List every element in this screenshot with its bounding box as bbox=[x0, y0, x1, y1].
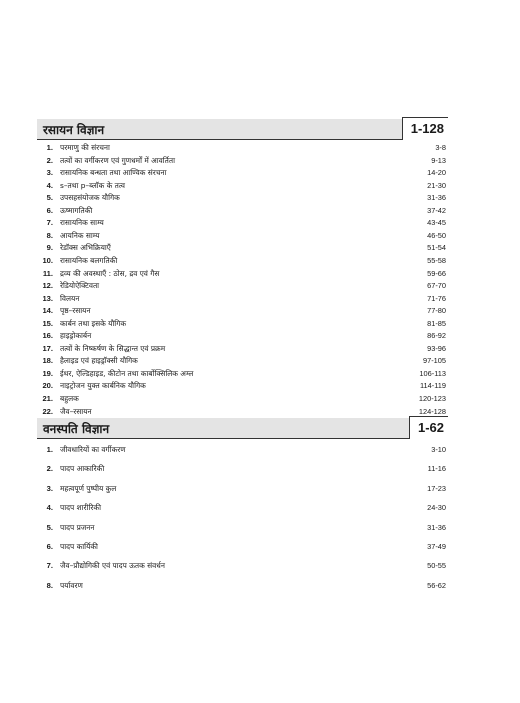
entry-pages: 14-20 bbox=[427, 168, 446, 178]
entry-pages: 31-36 bbox=[427, 193, 446, 203]
entry-number: 4. bbox=[46, 503, 53, 513]
entry-pages: 24-30 bbox=[427, 503, 446, 513]
toc-entry bbox=[37, 142, 448, 154]
toc-entry bbox=[37, 343, 448, 355]
entry-title: हैलाइड एवं हाइड्रॉक्सी यौगिक bbox=[60, 356, 138, 366]
entry-title: महत्वपूर्ण पुष्पीय कुल bbox=[60, 483, 117, 493]
entry-number: 13. bbox=[42, 293, 53, 303]
toc-list bbox=[37, 439, 448, 599]
entry-title: ऊष्मागतिकी bbox=[60, 205, 93, 215]
entry-pages: 77-80 bbox=[427, 306, 446, 316]
entry-number: 12. bbox=[42, 281, 53, 291]
entry-title: रासायनिक बलगतिकी bbox=[60, 255, 118, 265]
entry-number: 11. bbox=[42, 268, 53, 278]
toc-entry bbox=[37, 463, 448, 475]
section-header bbox=[37, 418, 448, 439]
section-chemistry bbox=[37, 119, 448, 418]
toc-entry bbox=[37, 268, 448, 280]
toc-entry bbox=[37, 393, 448, 405]
entry-number: 6. bbox=[46, 542, 53, 551]
entry-pages: 93-96 bbox=[427, 343, 446, 353]
entry-title: आयनिक साम्य bbox=[60, 230, 100, 240]
entry-number: 7. bbox=[46, 218, 53, 228]
entry-pages: 37-42 bbox=[427, 205, 446, 215]
toc-entry bbox=[37, 180, 448, 192]
toc-entry bbox=[37, 541, 448, 553]
entry-pages: 43-45 bbox=[427, 218, 446, 228]
toc-entry bbox=[37, 330, 448, 342]
entry-pages: 37-49 bbox=[427, 542, 446, 551]
toc-entry bbox=[37, 406, 448, 418]
entry-pages: 97-105 bbox=[422, 356, 446, 366]
entry-pages: 3-10 bbox=[431, 445, 446, 454]
entry-title: जैव–प्रौद्योगिकी एवं पादप ऊतक संवर्धन bbox=[60, 561, 165, 571]
entry-title: नाइट्रोजन युक्त कार्बनिक यौगिक bbox=[60, 381, 146, 391]
entry-title: हाइड्रोकार्बन bbox=[60, 331, 92, 341]
toc-entry bbox=[37, 560, 448, 572]
entry-number: 19. bbox=[42, 368, 53, 378]
entry-number: 2. bbox=[46, 155, 53, 165]
entry-title: रेडियोऐक्टिवता bbox=[60, 281, 100, 291]
entry-number: 5. bbox=[46, 522, 53, 532]
toc-entry bbox=[37, 355, 448, 367]
entry-pages: 11-16 bbox=[427, 464, 446, 474]
entry-pages: 55-58 bbox=[427, 255, 446, 265]
entry-pages: 46-50 bbox=[427, 230, 446, 240]
entry-pages: 81-85 bbox=[427, 318, 446, 328]
entry-number: 8. bbox=[46, 230, 53, 240]
section-title: रसायन विज्ञान bbox=[43, 123, 105, 137]
entry-title: तत्वों के निष्कर्षण के सिद्धान्त एवं प्रक्रम bbox=[60, 343, 166, 353]
toc-entry bbox=[37, 380, 448, 392]
entry-title: कार्बन तथा इसके यौगिक bbox=[60, 318, 127, 328]
entry-title: पादप शारीरिकी bbox=[60, 503, 101, 513]
entry-number: 2. bbox=[46, 464, 53, 474]
entry-number: 20. bbox=[42, 381, 53, 391]
entry-pages: 86-92 bbox=[427, 331, 446, 341]
toc-entry bbox=[37, 483, 448, 495]
entry-number: 16. bbox=[42, 331, 53, 341]
entry-title: रासायनिक बन्धता तथा आण्विक संरचना bbox=[60, 168, 167, 178]
toc-entry bbox=[37, 580, 448, 592]
entry-title: s–तथा p–ब्लॉक के तत्व bbox=[60, 180, 125, 190]
toc-entry bbox=[37, 444, 448, 456]
entry-pages: 124-128 bbox=[418, 406, 446, 416]
entry-pages: 3-8 bbox=[435, 143, 446, 152]
toc-entry bbox=[37, 217, 448, 229]
entry-number: 18. bbox=[42, 356, 53, 366]
toc-entry bbox=[37, 368, 448, 380]
entry-number: 14. bbox=[42, 306, 53, 316]
entry-title: तत्वों का वर्गीकरण एवं गुणधर्मों में आवर्तिता bbox=[60, 155, 176, 165]
toc-entry bbox=[37, 192, 448, 204]
section-page-range: 1-62 bbox=[409, 416, 448, 439]
toc-entry bbox=[37, 167, 448, 179]
entry-pages: 51-54 bbox=[427, 243, 446, 253]
entry-title: पर्यावरण bbox=[60, 580, 83, 590]
entry-number: 3. bbox=[46, 168, 53, 178]
entry-number: 1. bbox=[46, 143, 53, 152]
toc-entry bbox=[37, 280, 448, 292]
entry-number: 17. bbox=[42, 343, 53, 353]
entry-title: जीवधारियों का वर्गीकरण bbox=[60, 445, 126, 454]
toc-entry bbox=[37, 293, 448, 305]
entry-pages: 120-123 bbox=[418, 394, 446, 403]
entry-pages: 114-119 bbox=[419, 381, 446, 391]
entry-title: उपसहसंयोजक यौगिक bbox=[60, 193, 120, 203]
entry-number: 10. bbox=[42, 255, 53, 265]
entry-number: 1. bbox=[46, 445, 53, 454]
entry-pages: 21-30 bbox=[427, 180, 446, 190]
toc-entry bbox=[37, 255, 448, 267]
section-page-range: 1-128 bbox=[402, 117, 448, 140]
entry-title: रेडॉक्स अभिक्रियाएँ bbox=[60, 243, 111, 253]
entry-pages: 59-66 bbox=[427, 268, 446, 278]
section-header bbox=[37, 119, 448, 140]
entry-pages: 56-62 bbox=[427, 580, 446, 590]
entry-title: द्रव्य की अवस्थाएँ : ठोस, द्रव एवं गैस bbox=[60, 268, 160, 278]
entry-pages: 106-113 bbox=[419, 368, 446, 378]
entry-title: परमाणु की संरचना bbox=[60, 143, 110, 152]
entry-title: ईथर, ऐल्डिहाइड, कीटोन तथा कार्बोक्सिलिक अम्ल bbox=[60, 368, 194, 378]
entry-pages: 71-76 bbox=[427, 293, 446, 303]
entry-title: बहुलक bbox=[60, 394, 79, 403]
toc-entry bbox=[37, 230, 448, 242]
entry-title: विलयन bbox=[60, 293, 80, 303]
entry-pages: 67-70 bbox=[427, 281, 446, 291]
entry-title: पादप प्रजनन bbox=[60, 522, 95, 532]
entry-title: रासायनिक साम्य bbox=[60, 218, 104, 228]
entry-number: 9. bbox=[46, 243, 53, 253]
toc-list bbox=[37, 140, 448, 418]
section-title: वनस्पति विज्ञान bbox=[43, 422, 110, 436]
entry-number: 22. bbox=[42, 406, 53, 416]
entry-title: पादप कार्यिकी bbox=[60, 542, 98, 551]
section-botany bbox=[37, 418, 448, 599]
entry-title: पृष्ठ–रसायन bbox=[60, 306, 91, 316]
toc-entry bbox=[37, 502, 448, 514]
toc-entry bbox=[37, 205, 448, 217]
entry-pages: 50-55 bbox=[427, 561, 446, 571]
entry-number: 5. bbox=[46, 193, 53, 203]
toc-entry bbox=[37, 155, 448, 167]
toc-entry bbox=[37, 305, 448, 317]
entry-number: 21. bbox=[42, 394, 53, 403]
entry-title: पादप आकारिकी bbox=[60, 464, 105, 474]
entry-pages: 31-36 bbox=[427, 522, 446, 532]
entry-number: 4. bbox=[46, 180, 53, 190]
toc-entry bbox=[37, 522, 448, 534]
entry-number: 3. bbox=[46, 483, 53, 493]
entry-title: जैव–रसायन bbox=[60, 406, 92, 416]
entry-pages: 17-23 bbox=[427, 483, 446, 493]
toc-entry bbox=[37, 318, 448, 330]
entry-number: 6. bbox=[46, 205, 53, 215]
entry-number: 15. bbox=[42, 318, 53, 328]
entry-pages: 9-13 bbox=[431, 155, 446, 165]
toc-entry bbox=[37, 242, 448, 254]
entry-number: 8. bbox=[46, 580, 53, 590]
entry-number: 7. bbox=[46, 561, 53, 571]
